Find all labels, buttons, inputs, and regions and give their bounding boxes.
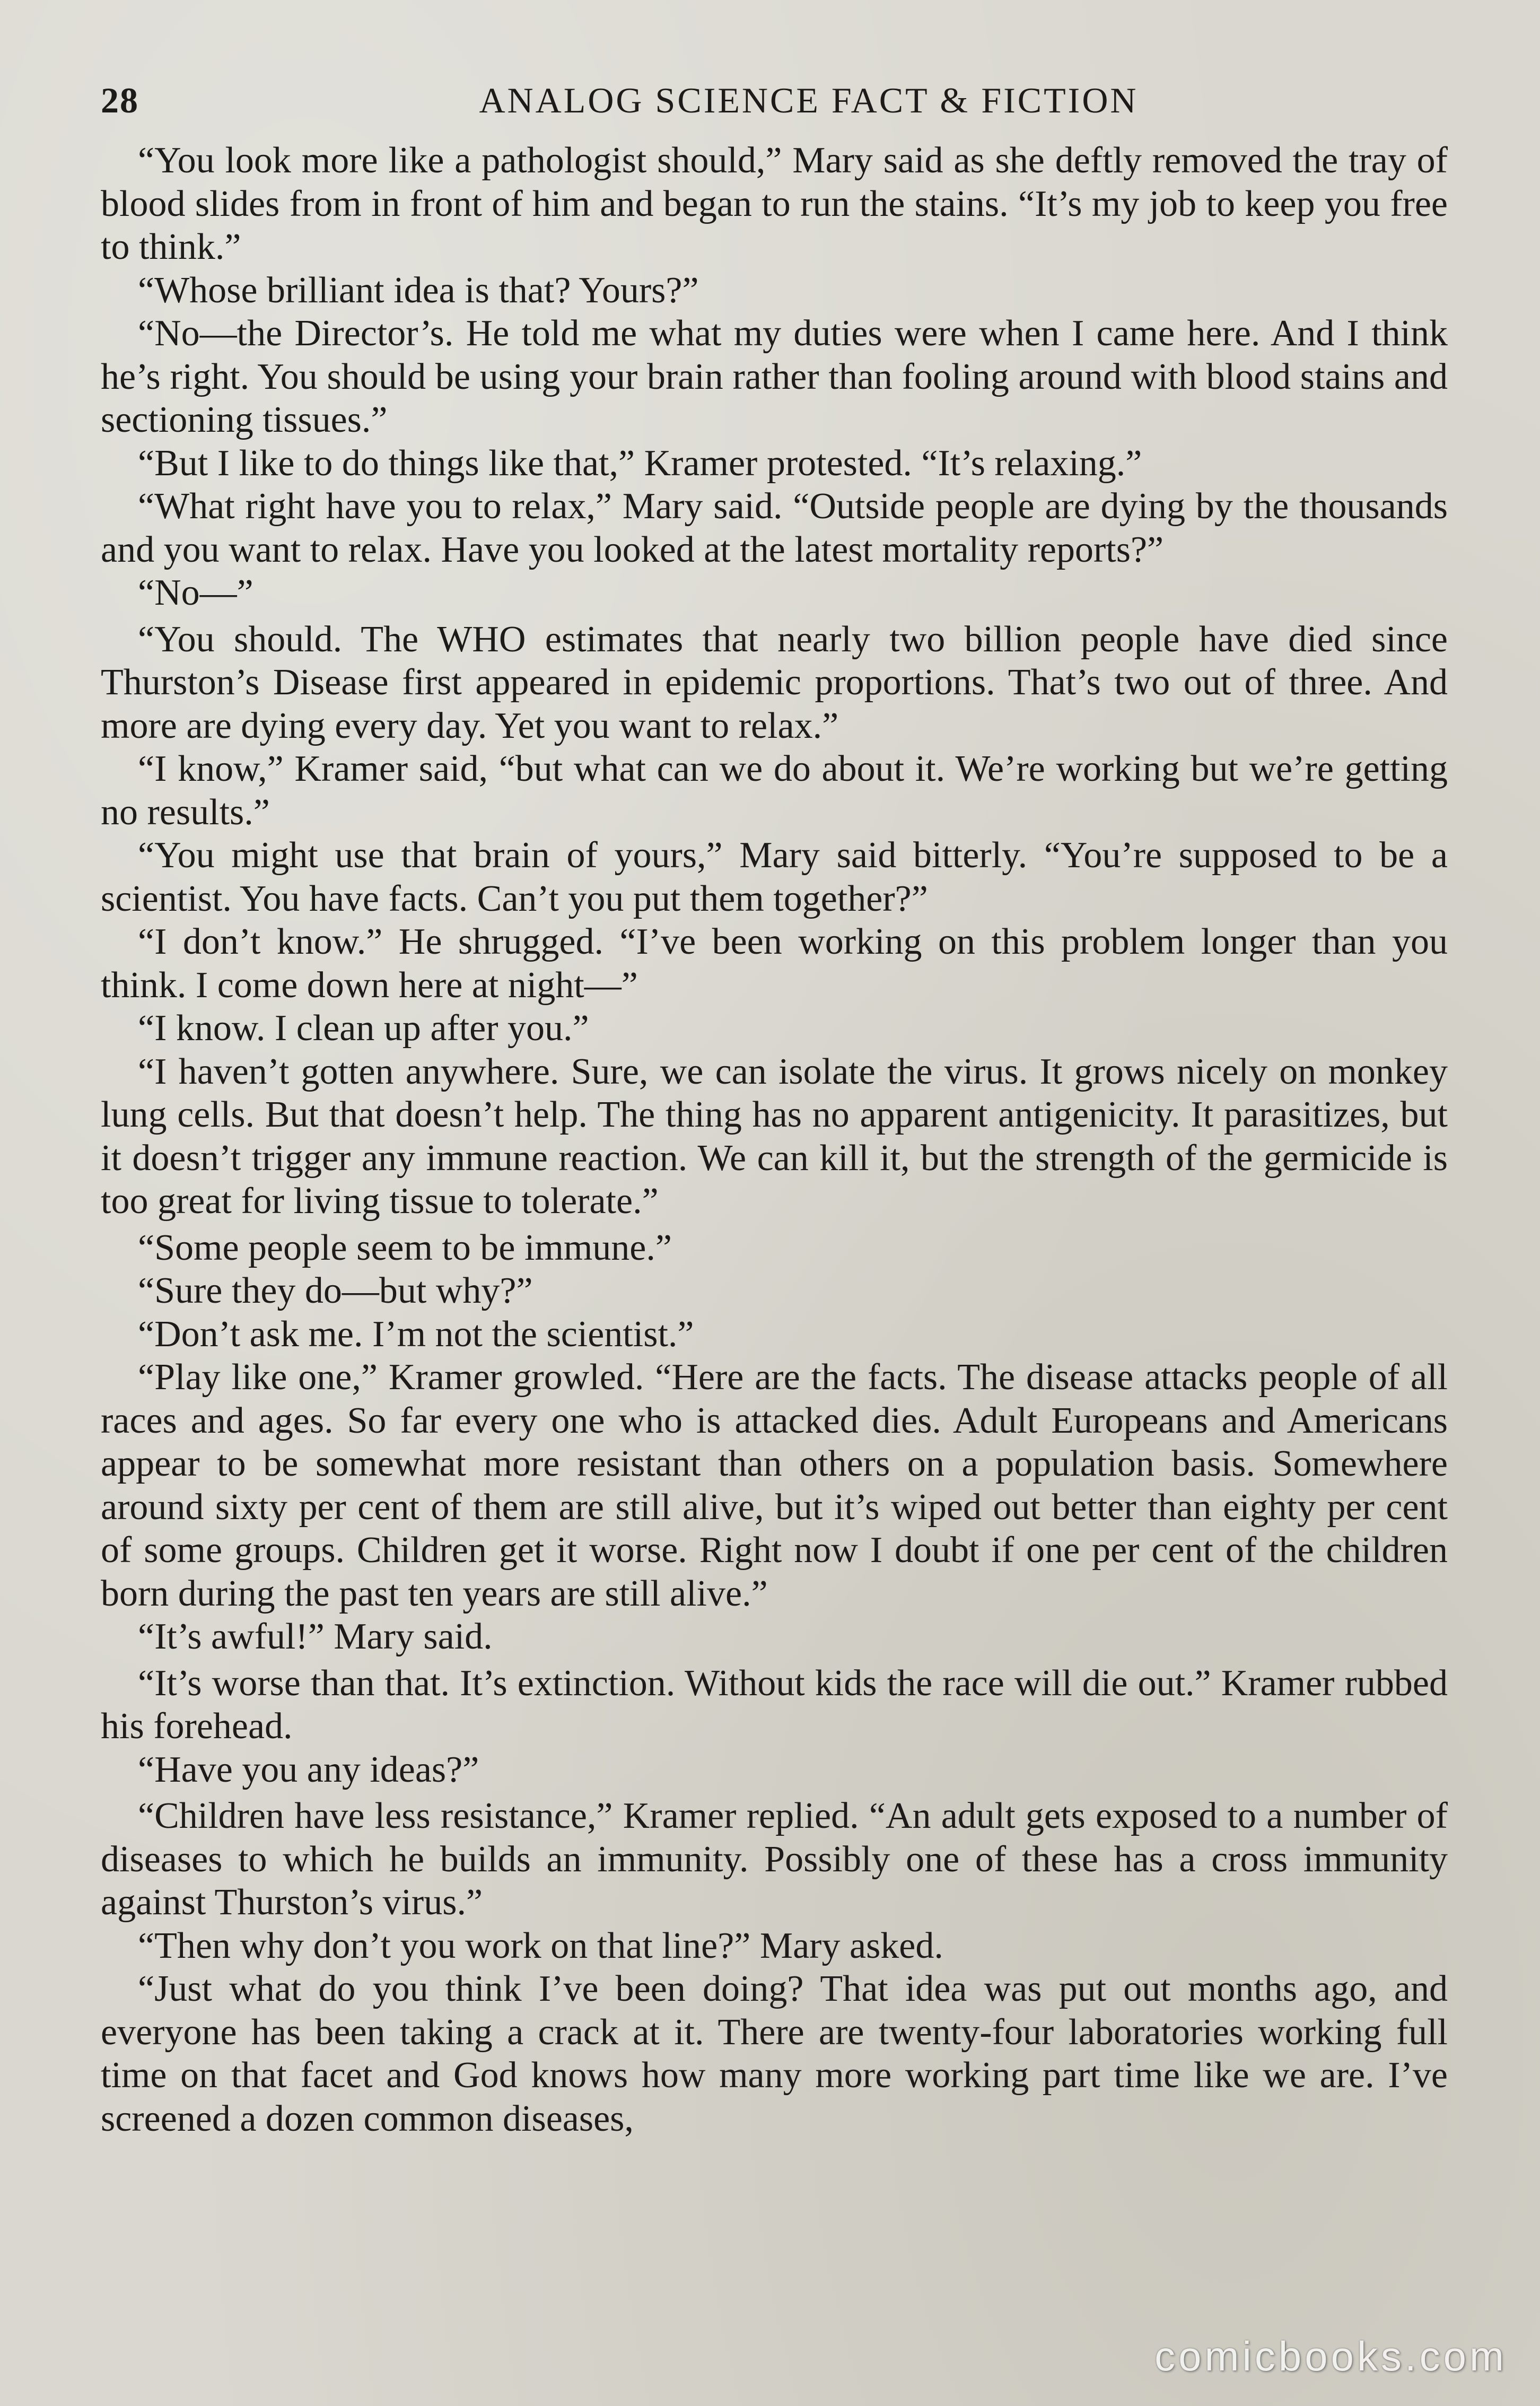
paragraph: “Don’t ask me. I’m not the scientist.” (138, 1313, 694, 1355)
paragraph: “Whose brilliant idea is that? Yours?” (138, 269, 699, 311)
page-number: 28 (101, 80, 139, 120)
paragraph: “You look more like a pathologist should,” Mary said as she deftly removed the tray of blood slides from in front of him and began to run the stains. “It’s my job to keep you free to think.” (101, 140, 1448, 267)
watermark: comicbooks.com (1154, 2333, 1507, 2379)
paragraph: “You should. The WHO estimates that nearly two billion people have died since Thurston’s Disease first appeared in epidemic proportions. That’s two out of three. And more are dying every day. Yet you want to relax.” (101, 618, 1448, 746)
paragraph: “No—” (138, 572, 253, 613)
paragraph: “But I like to do things like that,” Kramer protested. “It’s relaxing.” (138, 442, 1142, 484)
paragraph: “Some people seem to be immune.” (138, 1227, 672, 1268)
paragraph: “Sure they do—but why?” (138, 1270, 533, 1311)
paragraph: “It’s awful!” Mary said. (138, 1616, 493, 1657)
paragraph: “Have you any ideas?” (138, 1749, 479, 1790)
paragraph: “Play like one,” Kramer growled. “Here are the facts. The disease attacks people of all races and ages. So far every one who is attacked dies. Adult Europeans and Americans appear to be somewhat more resistant than others on a population basis. Somewhere around sixty per cent of them are still alive, but it’s wiped out better than eighty per cent of some groups. Children get it worse. Right now I doubt if one per cent of the children born during the past ten years are still alive.” (101, 1357, 1448, 1614)
page-header (101, 80, 1448, 133)
book-page (101, 80, 1448, 2323)
paragraph: “Then why don’t you work on that line?” Mary asked. (138, 1925, 943, 1966)
paragraph: “I haven’t gotten anywhere. Sure, we can isolate the virus. It grows nicely on monkey lung cells. But that doesn’t help. The thing has no apparent antigenicity. It parasitizes, but it doesn’t trigger any immune reaction. We can kill it, but the strength of the germicide is too great for living tissue to tolerate.” (101, 1051, 1448, 1222)
paragraph: “I don’t know.” He shrugged. “I’ve been working on this problem longer than you think. I come down here at night—” (101, 921, 1448, 1006)
paragraph: “It’s worse than that. It’s extinction. Without kids the race will die out.” Kramer rubbed his forehead. (101, 1662, 1448, 1747)
paragraph: “Children have less resistance,” Kramer replied. “An adult gets exposed to a number of diseases to which he builds an immunity. Possibly one of these has a cross immunity against Thurston’s virus.” (101, 1795, 1448, 1923)
paragraph: “No—the Director’s. He told me what my duties were when I came here. And I think he’s right. You should be using your brain rather than fooling around with blood stains and sectioning tissues.” (101, 313, 1448, 440)
paragraph: “I know,” Kramer said, “but what can we do about it. We’re working but we’re getting no results.” (101, 748, 1448, 833)
paragraph: “I know. I clean up after you.” (138, 1008, 589, 1049)
story-text (101, 139, 1448, 2140)
paragraph: “You might use that brain of yours,” Mary said bitterly. “You’re supposed to be a scientist. You have facts. Can’t you put them together?” (101, 835, 1448, 919)
running-head: ANALOG SCIENCE FACT & FICTION (479, 80, 1139, 120)
paragraph: “What right have you to relax,” Mary said. “Outside people are dying by the thousands and you want to relax. Have you looked at the latest mortality reports?” (101, 486, 1448, 570)
paragraph: “Just what do you think I’ve been doing? That idea was put out months ago, and everyone has been taking a crack at it. There are twenty-four laboratories working full time on that facet and God knows how many more working part time like we are. I’ve screened a dozen common diseases, (101, 1968, 1448, 2139)
